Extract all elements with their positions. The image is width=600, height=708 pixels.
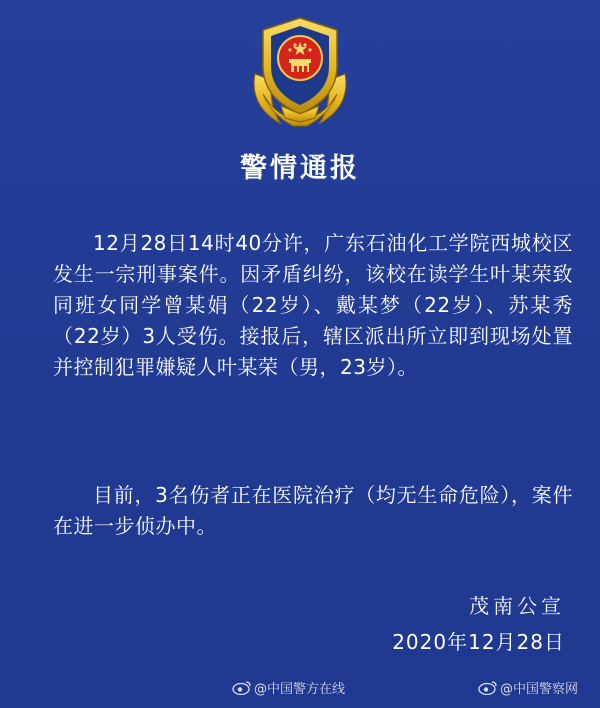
issue-date: 2020年12月28日 — [392, 630, 565, 654]
watermark-left — [232, 678, 345, 697]
issuer-name: 茂南公宣 — [469, 594, 565, 618]
weibo-icon — [232, 680, 252, 695]
weibo-icon — [478, 680, 498, 695]
police-emblem-icon — [241, 14, 359, 136]
watermark-right — [478, 678, 578, 697]
notice-paragraph-1: 12月28日14时40分许，广东石油化工学院西城校区发生一宗刑事案件。因矛盾纠纷，该校在读学生叶某荣致同班女同学曾某娟（22岁）、戴某梦（22岁）、苏某秀（22岁）3人受伤。接报后，辖区派出所立即到现场处置并控制犯罪嫌疑人叶某荣（男，23岁）。 — [53, 231, 573, 379]
watermark-right-text: @中国警察网 — [500, 682, 579, 697]
notice-paragraph-2: 目前，3名伤者正在医院治疗（均无生命危险），案件在进一步侦办中。 — [53, 483, 573, 538]
watermark-left-text: @中国警方在线 — [254, 682, 346, 697]
notice-title: 警情通报 — [240, 153, 360, 184]
